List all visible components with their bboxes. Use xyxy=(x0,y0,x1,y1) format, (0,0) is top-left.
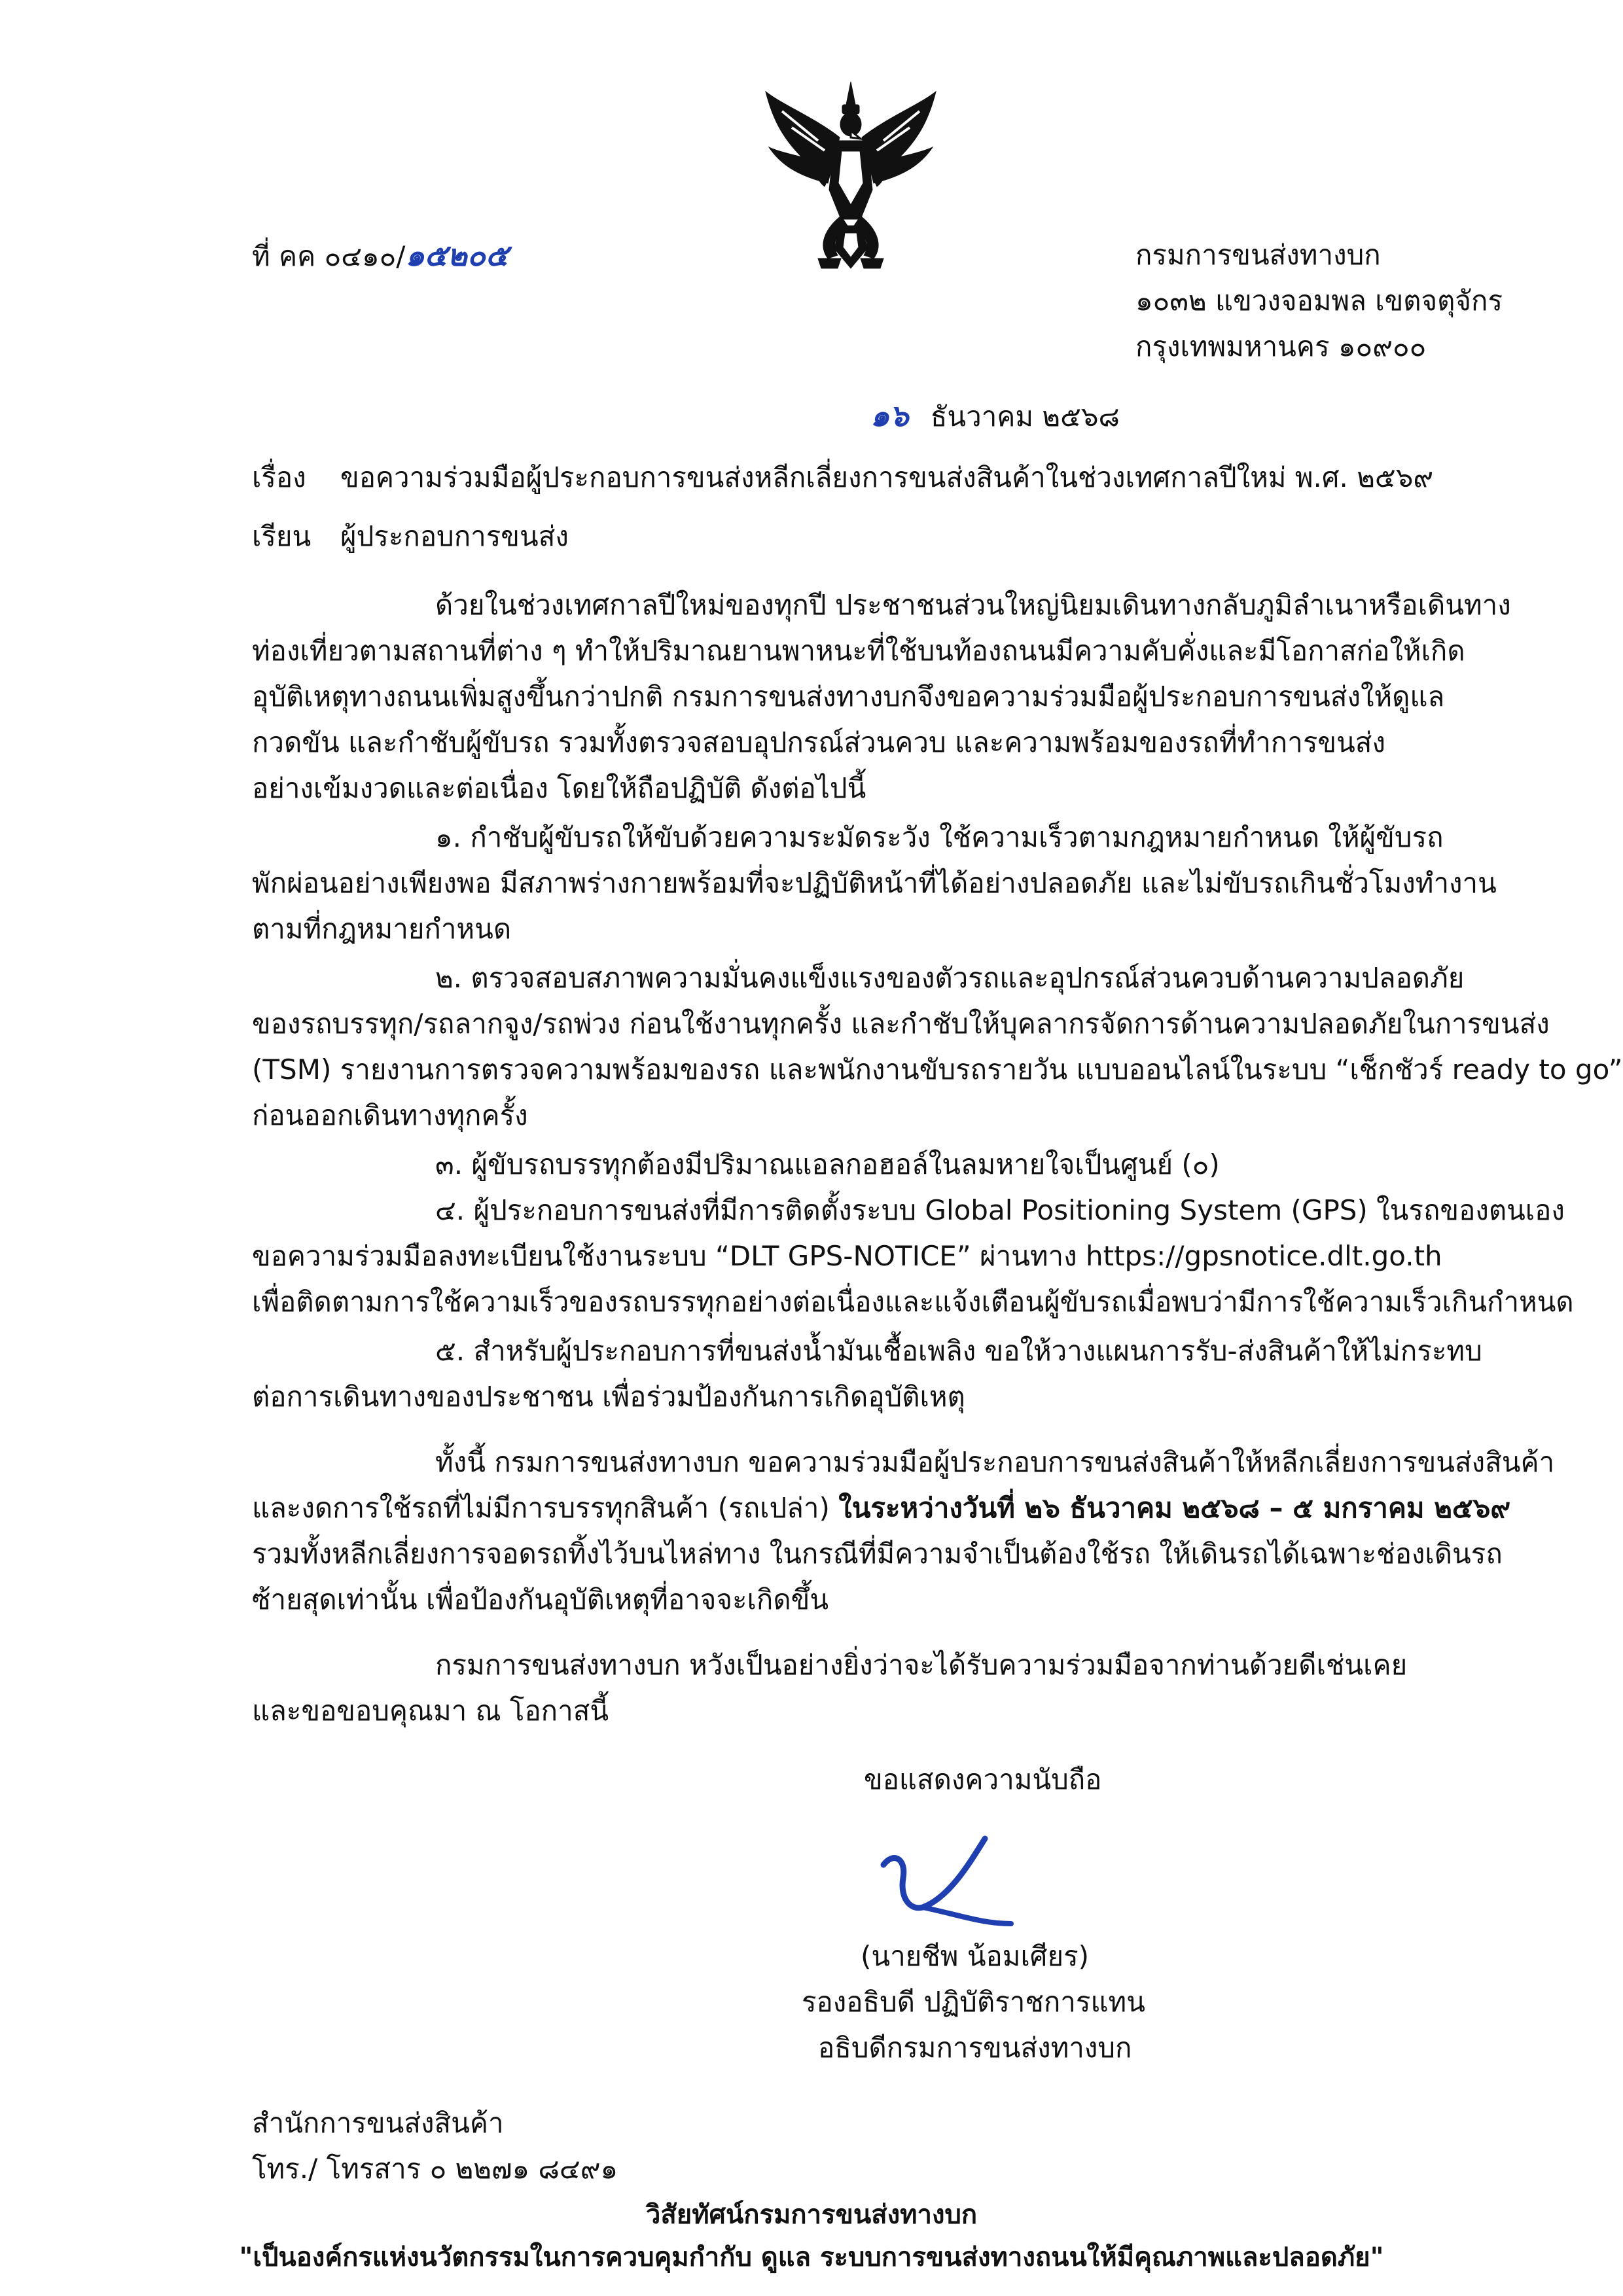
date-day-handwritten: ๑๖ xyxy=(870,398,909,433)
handwritten-signature xyxy=(870,1826,1027,1943)
item-3-line-1: ๓. ผู้ขับรถบรรทุกต้องมีปริมาณแอลกอฮอล์ในลมหายใจเป็นศูนย์ (๐) xyxy=(435,1148,1220,1180)
closing-1-date-range: ในระหว่างวันที่ ๒๖ ธันวาคม ๒๕๖๘ – ๕ มกราคม ๒๕๖๙ xyxy=(838,1492,1511,1524)
footer-phone: โทร./ โทรสาร ๐ ๒๒๗๑ ๘๔๙๑ xyxy=(252,2153,618,2185)
reference-number xyxy=(252,236,508,276)
salutation: ขอแสดงความนับถือ xyxy=(864,1763,1102,1795)
intro-line-1: ด้วยในช่วงเทศกาลปีใหม่ของทุกปี ประชาชนส่วนใหญ่นิยมเดินทางกลับภูมิลำเนาหรือเดินทาง xyxy=(435,589,1511,621)
date-month-year: ธันวาคม ๒๕๖๘ xyxy=(930,400,1120,433)
footer-office: สำนักการขนส่งสินค้า xyxy=(252,2107,504,2139)
reference-prefix: ที่ คค ๐๔๑๐/ xyxy=(252,240,406,272)
item-2-line-2: ของรถบรรทุก/รถลากจูง/รถพ่วง ก่อนใช้งานทุกครั้ง และกำชับให้บุคลากรจัดการด้านความปลอดภัยในการขนส่ง xyxy=(252,1008,1550,1040)
signer-position-2: อธิบดีกรมการขนส่งทางบก xyxy=(818,2032,1132,2064)
item-2-line-1: ๒. ตรวจสอบสภาพความมั่นคงแข็งแรงของตัวรถและอุปกรณ์ส่วนควบด้านความปลอดภัย xyxy=(435,962,1465,994)
item-5-line-1: ๕. สำหรับผู้ประกอบการที่ขนส่งน้ำมันเชื้อเพลิง ขอให้วางแผนการรับ-ส่งสินค้าให้ไม่กระทบ xyxy=(435,1335,1482,1367)
item-4-line-1: ๔. ผู้ประกอบการขนส่งที่มีการติดตั้งระบบ Global Positioning System (GPS) ในรถของตนเอง xyxy=(435,1194,1565,1226)
closing-1-line-2 xyxy=(252,1489,1510,1528)
closing-1-line-1: ทั้งนี้ กรมการขนส่งทางบก ขอความร่วมมือผู้ประกอบการขนส่งสินค้าให้หลีกเลี่ยงการขนส่งสินค้า xyxy=(435,1446,1555,1478)
intro-line-2: ท่องเที่ยวตามสถานที่ต่าง ๆ ทำให้ปริมาณยานพาหนะที่ใช้บนท้องถนนมีความคับคั่งและมีโอกาสก่อให้เกิด xyxy=(252,635,1465,667)
item-4-line-2: ขอความร่วมมือลงทะเบียนใช้งานระบบ “DLT GPS-NOTICE” ผ่านทาง https://gpsnotice.dlt.go.th xyxy=(252,1240,1442,1272)
recipient-text: ผู้ประกอบการขนส่ง xyxy=(340,520,569,552)
item-2-line-3: (TSM) รายงานการตรวจความพร้อมของรถ และพนักงานขับรถรายวัน แบบออนไลน์ในระบบ “เช็กชัวร์ ready to go” xyxy=(252,1053,1623,1086)
item-1-line-3: ตามที่กฎหมายกำหนด xyxy=(252,913,512,945)
item-4-line-3: เพื่อติดตามการใช้ความเร็วของรถบรรทุกอย่างต่อเนื่องและแจ้งเตือนผู้ขับรถเมื่อพบว่ามีการใช้ความเร็วเกินกำหนด xyxy=(252,1286,1574,1318)
subject-text: ขอความร่วมมือผู้ประกอบการขนส่งหลีกเลี่ยงการขนส่งสินค้าในช่วงเทศกาลปีใหม่ พ.ศ. ๒๕๖๙ xyxy=(340,461,1434,493)
document-date xyxy=(870,396,1120,436)
item-2-line-4: ก่อนออกเดินทางทุกครั้ง xyxy=(252,1099,528,1131)
intro-line-4: กวดขัน และกำชับผู้ขับรถ รวมทั้งตรวจสอบอุปกรณ์ส่วนควบ และความพร้อมของรถที่ทำการขนส่ง xyxy=(252,726,1385,758)
agency-address-line1: ๑๐๓๒ แขวงจอมพล เขตจตุจักร xyxy=(1135,285,1503,317)
agency-name: กรมการขนส่งทางบก xyxy=(1135,239,1381,271)
closing-1-line-3: รวมทั้งหลีกเลี่ยงการจอดรถทิ้งไว้บนไหล่ทาง ในกรณีที่มีความจำเป็นต้องใช้รถ ให้เดินรถได้เฉพาะช่องเดินรถ xyxy=(252,1538,1503,1570)
recipient-label: เรียน xyxy=(252,520,312,552)
item-1-line-2: พักผ่อนอย่างเพียงพอ มีสภาพร่างกายพร้อมที่จะปฏิบัติหน้าที่ได้อย่างปลอดภัย และไม่ขับรถเกินชั่วโมงทำงาน xyxy=(252,867,1497,899)
closing-2-line-2: และขอขอบคุณมา ณ โอกาสนี้ xyxy=(252,1695,609,1727)
agency-address-line2: กรุงเทพมหานคร ๑๐๙๐๐ xyxy=(1135,330,1427,362)
signer-name: (นายชีพ น้อมเศียร) xyxy=(861,1940,1090,1972)
vision-title: วิสัยทัศน์กรมการขนส่งทางบก xyxy=(645,2200,978,2230)
closing-1-line-4: ซ้ายสุดเท่านั้น เพื่อป้องกันอุบัติเหตุที่อาจจะเกิดขึ้น xyxy=(252,1583,829,1616)
signer-position-1: รองอธิบดี ปฏิบัติราชการแทน xyxy=(802,1986,1145,2018)
closing-1-line-2-normal: และงดการใช้รถที่ไม่มีการบรรทุกสินค้า (รถเปล่า) xyxy=(252,1492,839,1524)
closing-2-line-1: กรมการขนส่งทางบก หวังเป็นอย่างยิ่งว่าจะได้รับความร่วมมือจากท่านด้วยดีเช่นเคย xyxy=(435,1649,1408,1681)
reference-number-handwritten: ๑๕๒๐๕ xyxy=(405,238,508,273)
item-5-line-2: ต่อการเดินทางของประชาชน เพื่อร่วมป้องกันการเกิดอุบัติเหตุ xyxy=(252,1381,965,1413)
garuda-emblem-icon xyxy=(756,79,946,275)
subject-label: เรื่อง xyxy=(252,461,306,493)
intro-line-5: อย่างเข้มงวดและต่อเนื่อง โดยให้ถือปฏิบัติ ดังต่อไปนี้ xyxy=(252,772,866,804)
item-1-line-1: ๑. กำชับผู้ขับรถให้ขับด้วยความระมัดระวัง ใช้ความเร็วตามกฎหมายกำหนด ให้ผู้ขับรถ xyxy=(435,821,1444,853)
intro-line-3: อุบัติเหตุทางถนนเพิ่มสูงขึ้นกว่าปกติ กรมการขนส่งทางบกจึงขอความร่วมมือผู้ประกอบการขนส่งให้ดูแล xyxy=(252,680,1445,713)
vision-statement: "เป็นองค์กรแห่งนวัตกรรมในการควบคุมกำกับ ดูแล ระบบการขนส่งทางถนนให้มีคุณภาพและปลอดภัย" xyxy=(239,2242,1384,2272)
